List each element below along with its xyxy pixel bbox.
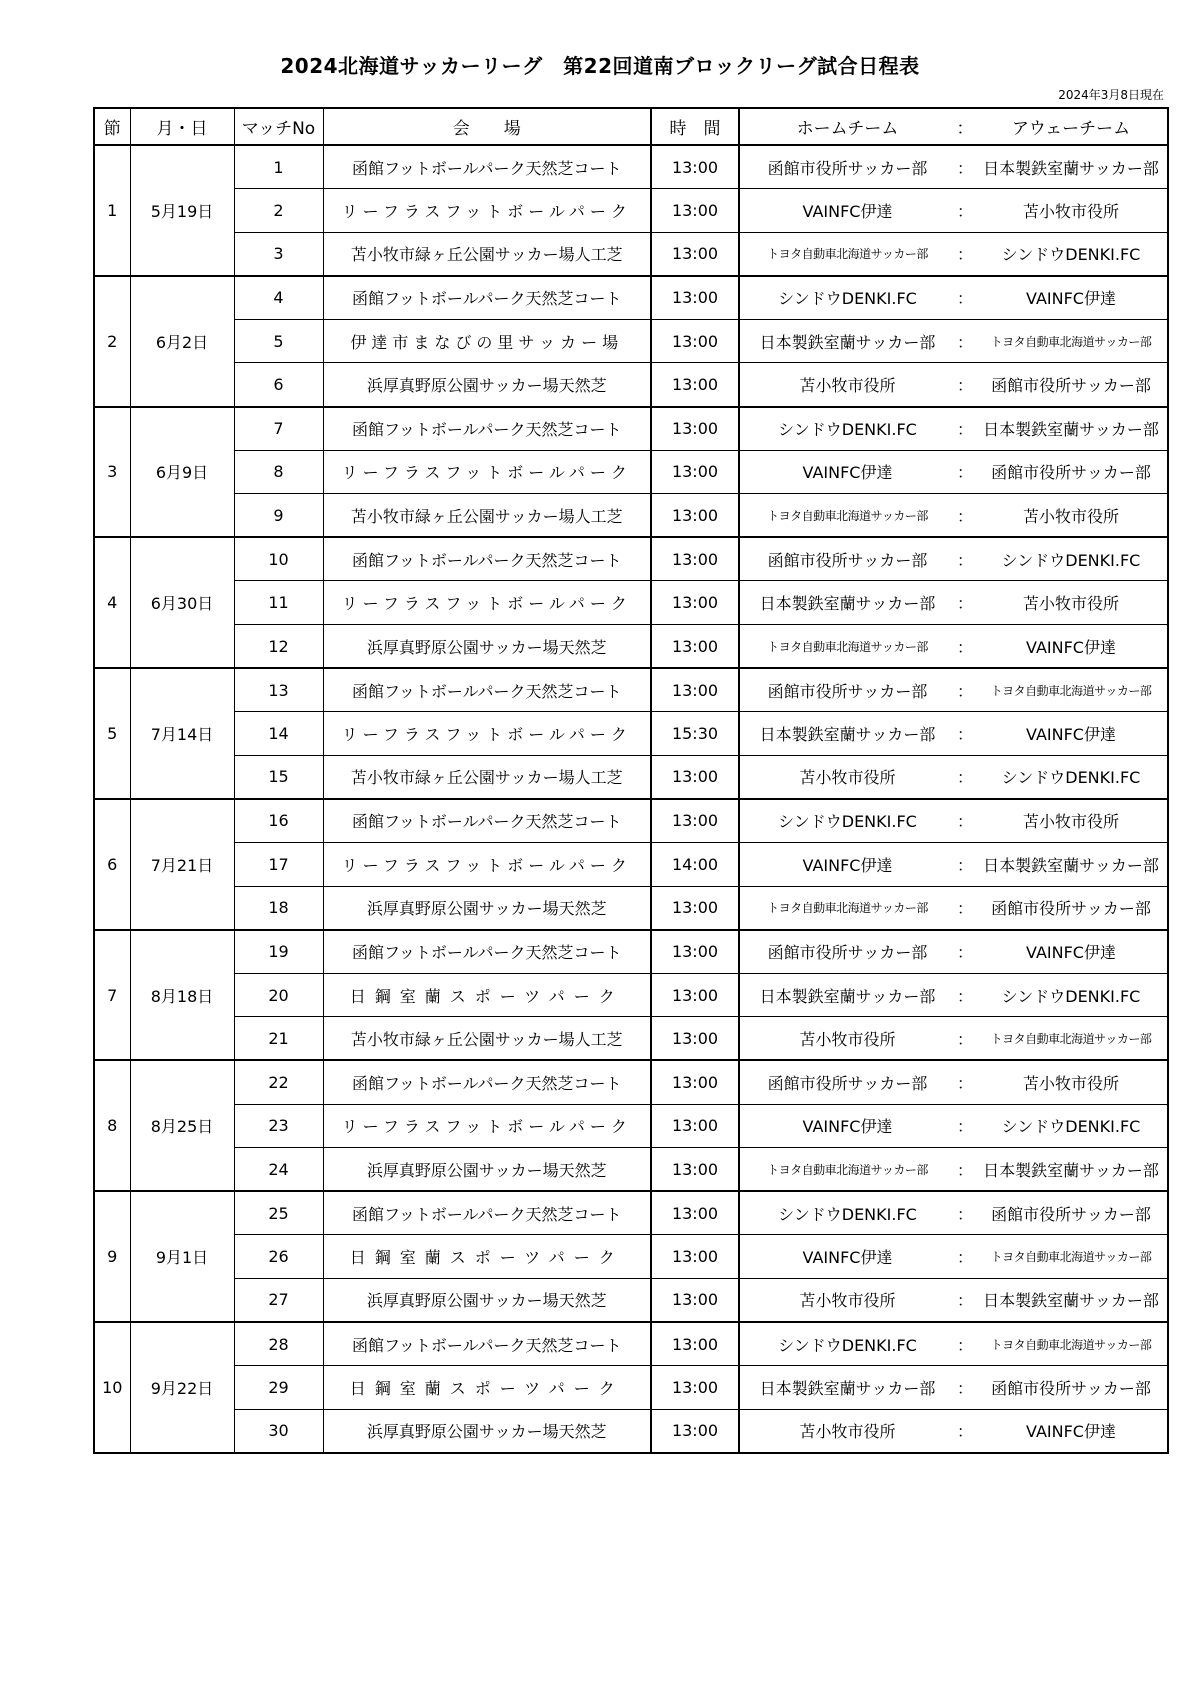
match-venue: 函館フットボールパーク天然芝コート: [323, 1322, 651, 1366]
match-number: 21: [234, 1017, 323, 1061]
match-number: 4: [234, 276, 323, 320]
home-team: シンドウDENKI.FC: [739, 1322, 955, 1366]
away-team: トヨタ自動車北海道サッカー部: [975, 1322, 1168, 1366]
away-team: VAINFC伊達: [975, 712, 1168, 756]
match-venue: 苫小牧市緑ヶ丘公園サッカー場人工芝: [323, 755, 651, 799]
away-team: 日本製鉄室蘭サッカー部: [975, 145, 1168, 189]
match-date: 5月19日: [130, 145, 234, 276]
away-team: シンドウDENKI.FC: [975, 1104, 1168, 1148]
away-team: トヨタ自動車北海道サッカー部: [975, 668, 1168, 712]
match-number: 25: [234, 1191, 323, 1235]
round-number: 6: [94, 799, 130, 930]
match-number: 27: [234, 1278, 323, 1322]
table-row: [94, 930, 1168, 974]
match-date: 8月18日: [130, 930, 234, 1061]
home-team: VAINFC伊達: [739, 450, 955, 494]
home-team: 苫小牧市役所: [739, 1409, 955, 1453]
schedule-body: [94, 145, 1168, 1453]
away-team: 日本製鉄室蘭サッカー部: [975, 1278, 1168, 1322]
away-team: 函館市役所サッカー部: [975, 886, 1168, 930]
vs-separator: ：: [955, 319, 975, 363]
vs-separator: ：: [955, 276, 975, 320]
match-number: 3: [234, 232, 323, 276]
away-team: 函館市役所サッカー部: [975, 1191, 1168, 1235]
match-venue: 日鋼室蘭スポーツパーク: [323, 1366, 651, 1410]
vs-separator: ：: [955, 668, 975, 712]
away-team: 苫小牧市役所: [975, 799, 1168, 843]
home-team: シンドウDENKI.FC: [739, 799, 955, 843]
vs-separator: ：: [955, 1366, 975, 1410]
vs-separator: ：: [955, 930, 975, 974]
table-row: [94, 973, 1168, 1017]
match-time: 13:00: [651, 581, 739, 625]
away-team: VAINFC伊達: [975, 930, 1168, 974]
match-venue: 函館フットボールパーク天然芝コート: [323, 1060, 651, 1104]
match-date: 8月25日: [130, 1060, 234, 1191]
match-time: 13:00: [651, 755, 739, 799]
table-row: [94, 363, 1168, 407]
match-number: 7: [234, 407, 323, 451]
round-number: 10: [94, 1322, 130, 1453]
round-number: 4: [94, 537, 130, 668]
away-team: 苫小牧市役所: [975, 189, 1168, 233]
vs-separator: ：: [955, 1191, 975, 1235]
home-team: 函館市役所サッカー部: [739, 1060, 955, 1104]
match-number: 1: [234, 145, 323, 189]
match-date: 6月9日: [130, 407, 234, 538]
table-row: [94, 319, 1168, 363]
round-number: 3: [94, 407, 130, 538]
home-team: 函館市役所サッカー部: [739, 537, 955, 581]
match-time: 13:00: [651, 319, 739, 363]
match-venue: 函館フットボールパーク天然芝コート: [323, 407, 651, 451]
table-row: [94, 668, 1168, 712]
match-time: 13:00: [651, 886, 739, 930]
vs-separator: ：: [955, 1017, 975, 1061]
away-team: 函館市役所サッカー部: [975, 450, 1168, 494]
match-number: 16: [234, 799, 323, 843]
match-number: 9: [234, 494, 323, 538]
match-venue: 苫小牧市緑ヶ丘公園サッカー場人工芝: [323, 1017, 651, 1061]
match-time: 13:00: [651, 145, 739, 189]
home-team: 苫小牧市役所: [739, 363, 955, 407]
home-team: 函館市役所サッカー部: [739, 930, 955, 974]
table-row: [94, 189, 1168, 233]
match-venue: 函館フットボールパーク天然芝コート: [323, 799, 651, 843]
match-time: 13:00: [651, 1322, 739, 1366]
match-venue: 函館フットボールパーク天然芝コート: [323, 145, 651, 189]
vs-separator: ：: [955, 712, 975, 756]
match-venue: 日鋼室蘭スポーツパーク: [323, 973, 651, 1017]
match-time: 13:00: [651, 799, 739, 843]
match-venue: 函館フットボールパーク天然芝コート: [323, 537, 651, 581]
header-venue: 会 場: [323, 108, 651, 145]
vs-separator: ：: [955, 407, 975, 451]
away-team: 函館市役所サッカー部: [975, 1366, 1168, 1410]
match-time: 13:00: [651, 537, 739, 581]
table-row: [94, 1409, 1168, 1453]
match-number: 17: [234, 843, 323, 887]
vs-separator: ：: [955, 581, 975, 625]
document-title: 2024北海道サッカーリーグ 第22回道南ブロックリーグ試合日程表: [280, 54, 920, 78]
home-team: VAINFC伊達: [739, 843, 955, 887]
home-team: 函館市役所サッカー部: [739, 668, 955, 712]
match-number: 26: [234, 1235, 323, 1279]
vs-separator: ：: [955, 1104, 975, 1148]
home-team: 日本製鉄室蘭サッカー部: [739, 581, 955, 625]
home-team: 苫小牧市役所: [739, 1017, 955, 1061]
table-row: [94, 886, 1168, 930]
match-date: 6月2日: [130, 276, 234, 407]
table-row: [94, 450, 1168, 494]
match-time: 13:00: [651, 1191, 739, 1235]
away-team: VAINFC伊達: [975, 625, 1168, 669]
match-number: 28: [234, 1322, 323, 1366]
header-match-no: マッチNo: [234, 108, 323, 145]
home-team: 日本製鉄室蘭サッカー部: [739, 1366, 955, 1410]
round-number: 5: [94, 668, 130, 799]
match-number: 29: [234, 1366, 323, 1410]
match-number: 2: [234, 189, 323, 233]
match-venue: 函館フットボールパーク天然芝コート: [323, 1191, 651, 1235]
home-team: 苫小牧市役所: [739, 1278, 955, 1322]
away-team: VAINFC伊達: [975, 276, 1168, 320]
header-time: 時 間: [651, 108, 739, 145]
match-venue: 浜厚真野原公園サッカー場天然芝: [323, 363, 651, 407]
match-time: 13:00: [651, 1235, 739, 1279]
home-team: VAINFC伊達: [739, 1104, 955, 1148]
schedule-table: [93, 107, 1169, 1454]
match-venue: 浜厚真野原公園サッカー場天然芝: [323, 625, 651, 669]
table-row: [94, 712, 1168, 756]
header-row: [94, 108, 1168, 145]
match-venue: 伊達市まなびの里サッカー場: [323, 319, 651, 363]
home-team: トヨタ自動車北海道サッカー部: [739, 494, 955, 538]
table-row: [94, 145, 1168, 189]
match-venue: 函館フットボールパーク天然芝コート: [323, 276, 651, 320]
vs-separator: ：: [955, 843, 975, 887]
round-number: 2: [94, 276, 130, 407]
table-row: [94, 1322, 1168, 1366]
match-date: 7月14日: [130, 668, 234, 799]
header-round: 節: [94, 108, 130, 145]
table-row: [94, 232, 1168, 276]
table-row: [94, 494, 1168, 538]
away-team: 日本製鉄室蘭サッカー部: [975, 843, 1168, 887]
vs-separator: ：: [955, 450, 975, 494]
table-row: [94, 407, 1168, 451]
match-number: 13: [234, 668, 323, 712]
header-away: アウェーチーム: [975, 108, 1168, 145]
table-row: [94, 581, 1168, 625]
away-team: シンドウDENKI.FC: [975, 232, 1168, 276]
vs-separator: ：: [955, 886, 975, 930]
vs-separator: ：: [955, 363, 975, 407]
match-venue: 浜厚真野原公園サッカー場天然芝: [323, 1409, 651, 1453]
match-venue: 苫小牧市緑ヶ丘公園サッカー場人工芝: [323, 494, 651, 538]
away-team: トヨタ自動車北海道サッカー部: [975, 1235, 1168, 1279]
match-time: 13:00: [651, 407, 739, 451]
match-time: 13:00: [651, 189, 739, 233]
match-time: 13:00: [651, 276, 739, 320]
round-number: 9: [94, 1191, 130, 1322]
table-row: [94, 799, 1168, 843]
vs-separator: ：: [955, 799, 975, 843]
match-number: 14: [234, 712, 323, 756]
match-time: 13:00: [651, 1060, 739, 1104]
match-time: 13:00: [651, 930, 739, 974]
match-time: 13:00: [651, 1017, 739, 1061]
table-row: [94, 276, 1168, 320]
match-venue: 浜厚真野原公園サッカー場天然芝: [323, 1278, 651, 1322]
vs-separator: ：: [955, 1060, 975, 1104]
match-venue: 日鋼室蘭スポーツパーク: [323, 1235, 651, 1279]
match-venue: リーフラスフットボールパーク: [323, 712, 651, 756]
home-team: 函館市役所サッカー部: [739, 145, 955, 189]
round-number: 7: [94, 930, 130, 1061]
match-time: 13:00: [651, 668, 739, 712]
match-number: 6: [234, 363, 323, 407]
table-row: [94, 1235, 1168, 1279]
match-number: 30: [234, 1409, 323, 1453]
match-time: 13:00: [651, 1104, 739, 1148]
match-venue: リーフラスフットボールパーク: [323, 843, 651, 887]
vs-separator: ：: [955, 625, 975, 669]
match-venue: 函館フットボールパーク天然芝コート: [323, 668, 651, 712]
match-time: 13:00: [651, 363, 739, 407]
away-team: シンドウDENKI.FC: [975, 973, 1168, 1017]
match-time: 13:00: [651, 1409, 739, 1453]
vs-separator: ：: [955, 1278, 975, 1322]
match-venue: 浜厚真野原公園サッカー場天然芝: [323, 886, 651, 930]
match-time: 13:00: [651, 1278, 739, 1322]
table-row: [94, 1366, 1168, 1410]
vs-separator: ：: [955, 973, 975, 1017]
table-row: [94, 1017, 1168, 1061]
as-of-date: 2024年3月8日現在: [1058, 88, 1164, 102]
table-row: [94, 1191, 1168, 1235]
table-row: [94, 1104, 1168, 1148]
home-team: トヨタ自動車北海道サッカー部: [739, 1148, 955, 1192]
match-number: 18: [234, 886, 323, 930]
header-home: ホームチーム: [739, 108, 955, 145]
match-time: 13:00: [651, 973, 739, 1017]
vs-separator: ：: [955, 145, 975, 189]
away-team: シンドウDENKI.FC: [975, 755, 1168, 799]
match-number: 5: [234, 319, 323, 363]
vs-separator: ：: [955, 1322, 975, 1366]
match-venue: リーフラスフットボールパーク: [323, 1104, 651, 1148]
match-date: 9月1日: [130, 1191, 234, 1322]
match-venue: リーフラスフットボールパーク: [323, 450, 651, 494]
match-venue: 函館フットボールパーク天然芝コート: [323, 930, 651, 974]
away-team: シンドウDENKI.FC: [975, 537, 1168, 581]
vs-separator: ：: [955, 1235, 975, 1279]
match-time: 13:00: [651, 1148, 739, 1192]
home-team: 日本製鉄室蘭サッカー部: [739, 973, 955, 1017]
match-number: 15: [234, 755, 323, 799]
table-row: [94, 1278, 1168, 1322]
home-team: VAINFC伊達: [739, 189, 955, 233]
away-team: 苫小牧市役所: [975, 581, 1168, 625]
table-row: [94, 625, 1168, 669]
home-team: VAINFC伊達: [739, 1235, 955, 1279]
match-venue: リーフラスフットボールパーク: [323, 189, 651, 233]
away-team: 日本製鉄室蘭サッカー部: [975, 407, 1168, 451]
match-date: 9月22日: [130, 1322, 234, 1453]
match-number: 19: [234, 930, 323, 974]
match-time: 13:00: [651, 450, 739, 494]
home-team: トヨタ自動車北海道サッカー部: [739, 625, 955, 669]
home-team: 苫小牧市役所: [739, 755, 955, 799]
match-number: 20: [234, 973, 323, 1017]
home-team: シンドウDENKI.FC: [739, 1191, 955, 1235]
match-number: 12: [234, 625, 323, 669]
away-team: VAINFC伊達: [975, 1409, 1168, 1453]
match-number: 11: [234, 581, 323, 625]
match-number: 10: [234, 537, 323, 581]
away-team: トヨタ自動車北海道サッカー部: [975, 1017, 1168, 1061]
match-time: 14:00: [651, 843, 739, 887]
round-number: 8: [94, 1060, 130, 1191]
away-team: トヨタ自動車北海道サッカー部: [975, 319, 1168, 363]
home-team: 日本製鉄室蘭サッカー部: [739, 319, 955, 363]
match-time: 13:00: [651, 1366, 739, 1410]
home-team: 日本製鉄室蘭サッカー部: [739, 712, 955, 756]
table-row: [94, 1060, 1168, 1104]
home-team: シンドウDENKI.FC: [739, 276, 955, 320]
table-row: [94, 755, 1168, 799]
away-team: 日本製鉄室蘭サッカー部: [975, 1148, 1168, 1192]
match-venue: 苫小牧市緑ヶ丘公園サッカー場人工芝: [323, 232, 651, 276]
match-number: 23: [234, 1104, 323, 1148]
vs-separator: ：: [955, 1409, 975, 1453]
vs-separator: ：: [955, 1148, 975, 1192]
match-number: 24: [234, 1148, 323, 1192]
header-separator: ：: [955, 108, 975, 145]
vs-separator: ：: [955, 537, 975, 581]
home-team: トヨタ自動車北海道サッカー部: [739, 886, 955, 930]
match-time: 13:00: [651, 494, 739, 538]
away-team: 苫小牧市役所: [975, 494, 1168, 538]
vs-separator: ：: [955, 232, 975, 276]
vs-separator: ：: [955, 494, 975, 538]
away-team: 函館市役所サッカー部: [975, 363, 1168, 407]
table-row: [94, 537, 1168, 581]
header-date: 月・日: [130, 108, 234, 145]
away-team: 苫小牧市役所: [975, 1060, 1168, 1104]
vs-separator: ：: [955, 755, 975, 799]
match-venue: 浜厚真野原公園サッカー場天然芝: [323, 1148, 651, 1192]
match-time: 13:00: [651, 232, 739, 276]
home-team: トヨタ自動車北海道サッカー部: [739, 232, 955, 276]
match-time: 13:00: [651, 625, 739, 669]
match-date: 7月21日: [130, 799, 234, 930]
round-number: 1: [94, 145, 130, 276]
match-time: 15:30: [651, 712, 739, 756]
table-row: [94, 1148, 1168, 1192]
match-number: 8: [234, 450, 323, 494]
match-venue: リーフラスフットボールパーク: [323, 581, 651, 625]
table-row: [94, 843, 1168, 887]
home-team: シンドウDENKI.FC: [739, 407, 955, 451]
match-date: 6月30日: [130, 537, 234, 668]
vs-separator: ：: [955, 189, 975, 233]
match-number: 22: [234, 1060, 323, 1104]
